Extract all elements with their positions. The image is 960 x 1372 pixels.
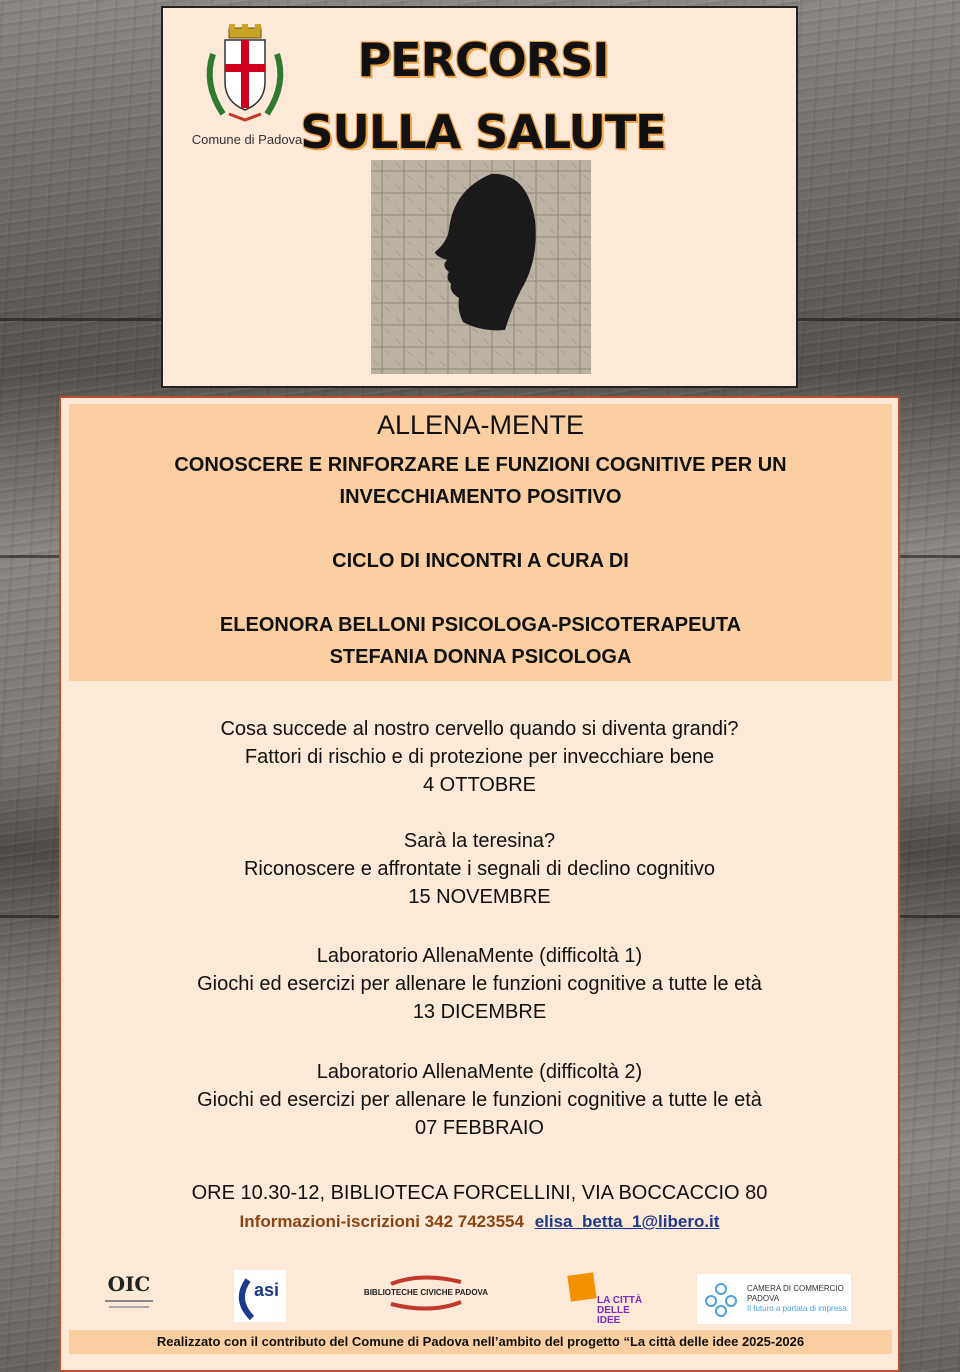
header-card: [161, 6, 798, 388]
session-date: 4 OTTOBRE: [423, 774, 536, 796]
tagline-line-1: CONOSCERE E RINFORZARE LE FUNZIONI COGNITIVE PER UN: [174, 454, 787, 476]
head-silhouette-image: [371, 160, 591, 374]
contact-info: [61, 1212, 898, 1232]
session-item: [61, 1058, 898, 1142]
camera-commercio-logo: [697, 1274, 851, 1324]
session-item: [61, 715, 898, 799]
citta-idee-logo: [567, 1272, 647, 1324]
speaker-2: STEFANIA DONNA PSICOLOGA: [329, 646, 632, 668]
session-subtitle: Giochi ed esercizi per allenare le funzioni cognitive a tutte le età: [197, 1089, 762, 1111]
padova-crest-icon: [199, 24, 291, 128]
biblioteche-logo: [361, 1274, 491, 1314]
camera-commercio-text: [747, 1284, 847, 1314]
citta-idee-square-icon: [567, 1272, 597, 1302]
session-subtitle: Giochi ed esercizi per allenare le funzioni cognitive a tutte le età: [197, 973, 762, 995]
session-title: Cosa succede al nostro cervello quando si diventa grandi?: [220, 718, 739, 740]
logo-caption: Comune di Padova: [191, 132, 303, 147]
intro-box: [69, 404, 892, 681]
title-line-1: PERCORSI: [357, 33, 609, 87]
session-subtitle: Riconoscere e affrontate i segnali di declino cognitivo: [243, 858, 716, 880]
email-link[interactable]: elisa_betta_1@libero.it: [534, 1212, 720, 1231]
oic-logo: [101, 1272, 157, 1318]
camera-line-1: CAMERA DI COMMERCIO: [747, 1284, 844, 1293]
session-title: Laboratorio AllenaMente (difficoltà 2): [316, 1061, 643, 1083]
session-title: Laboratorio AllenaMente (difficoltà 1): [316, 945, 643, 967]
asi-logo: [234, 1270, 286, 1322]
page-title: [293, 24, 673, 168]
footer-credit: Realizzato con il contributo del Comune di Padova nell’ambito del progetto “La città delle idee 2025-2026: [69, 1330, 892, 1354]
session-date: 07 FEBBRAIO: [415, 1117, 544, 1139]
oic-text: OIC: [107, 1272, 151, 1296]
speaker-1: ELEONORA BELLONI PSICOLOGA-PSICOTERAPEUTA: [219, 614, 742, 636]
biblioteche-text: BIBLIOTECHE CIVICHE PADOVA: [363, 1288, 489, 1297]
subject-title: ALLENA-MENTE: [376, 410, 585, 440]
session-date: 15 NOVEMBRE: [408, 886, 551, 908]
citta-idee-text: LA CITTÀ DELLE IDEE: [597, 1295, 643, 1326]
venue-info: ORE 10.30-12, BIBLIOTECA FORCELLINI, VIA BOCCACCIO 80: [191, 1182, 768, 1204]
camera-commercio-icon: [703, 1281, 739, 1317]
session-item: [61, 827, 898, 911]
contact-label: Informazioni-iscrizioni 342 7423554: [239, 1212, 524, 1231]
camera-line-3: Il futuro a portata di impresa: [747, 1304, 847, 1313]
content-card: [59, 396, 900, 1372]
session-subtitle: Fattori di rischio e di protezione per invecchiare bene: [244, 746, 715, 768]
cycle-label: CICLO DI INCONTRI A CURA DI: [332, 550, 629, 572]
session-date: 13 DICEMBRE: [412, 1001, 547, 1023]
session-item: [61, 942, 898, 1026]
title-line-2: SULLA SALUTE: [300, 105, 666, 159]
session-title: Sarà la teresina?: [403, 830, 556, 852]
tagline-line-2: INVECCHIAMENTO POSITIVO: [339, 486, 622, 508]
camera-line-2: PADOVA: [747, 1294, 780, 1303]
asi-text: asi: [254, 1280, 280, 1300]
comune-logo: [177, 24, 307, 150]
